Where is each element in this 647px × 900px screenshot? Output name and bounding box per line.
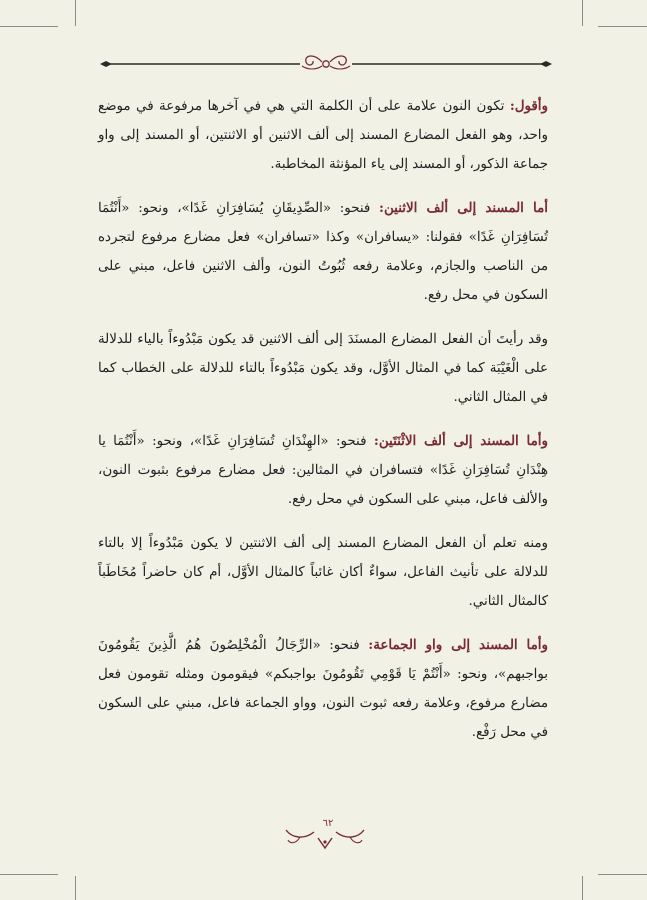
paragraph [98, 325, 548, 412]
paragraph-text: تكون النون علامة على أن الكلمة التي هي في آخرها مرفوعة في موضع واحد، وهو الفعل المضارع المسند إلى ألف الاثنين أو الاثنتين، أو المسند إلى واو جماعة الذكور، أو المسند إلى ياء المؤنثة المخاطبة. [98, 99, 548, 172]
crop-mark [582, 0, 583, 26]
paragraph [98, 194, 548, 310]
crop-mark [582, 876, 583, 900]
paragraph-text: وقد رأيتَ أن الفعل المضارع المسنَدَ إلى ألف الاثنين قد يكون مَبْدُوءاً بالياء للدلالة على الْغَيْبَة كما في المثال الأوَّل، وقد يكون مَبْدُوءاً بالتاء للدلالة على الخطاب كما في المثال الثاني. [98, 332, 548, 405]
crop-mark [0, 874, 58, 875]
paragraph [98, 631, 548, 747]
page-body [98, 92, 548, 762]
crop-mark [0, 26, 58, 27]
crop-mark [598, 26, 647, 27]
paragraph-lead: وأما المسند إلى واو الجماعة: [368, 637, 548, 653]
crop-mark [75, 876, 76, 900]
paragraph-lead: وأقول: [509, 98, 548, 114]
paragraph [98, 92, 548, 179]
paragraph-text: ومنه تعلم أن الفعل المضارع المسند إلى ألف الاثنتين لا يكون مَبْدُوءاً إلا بالتاء للدلالة على تأنيث الفاعل، سواءٌ أكان غائباً كالمثال الأوَّل، أم كان حاضراً مُخَاطَباً كالمثال الثاني. [98, 536, 548, 609]
page-number: ٦٢ [322, 818, 334, 829]
paragraph-text: فنحو: «الصِّدِيقَانِ يُسَافِرَانِ غَدًا»، ونحو: «أَنْتُمَا تُسَافِرَانِ غَدًا» فقولنا: «يسافران» وكذا «تسافران» فعل مضارع مرفوع لتجرده من الناصب والجازم، وعلامة رفعه ثُبُوتُ النون، وألف الاثنين فاعل، مبني على السكون في محل رفع. [98, 201, 548, 303]
crop-mark [75, 0, 76, 26]
paragraph-lead: وأما المسند إلى ألف الاثْنَتَين: [373, 433, 548, 449]
paragraph-lead: أما المسند إلى ألف الاثنين: [379, 200, 548, 216]
paragraph-text: فنحو: «الرِّجَالُ الْمُخْلِصُونَ هُمُ الَّذِينَ يَقُومُونَ بواجبهم»، ونحو: «أَنْتُمْ يَا قَوْمِي تَقُومُونَ بواجبكم» فيقومون ومثله تقومون فعل مضارع مرفوع، وعلامة رفعه ثبوت النون، وواو الجماعة فاعل، مبني على السكون في محل رَفْع. [98, 638, 548, 740]
header-ornament [100, 50, 552, 74]
paragraph-text: فنحو: «الهِنْدَانِ تُسَافِرَانِ غَدًا»، ونحو: «أَنْتُمَا يا هِنْدَانِ تُسَافِرَانِ غَدًا» فتسافران في المثالين: فعل مضارع مرفوع بثبوت النون، والألف فاعل، مبني على السكون في محل رفع. [98, 434, 548, 507]
paragraph [98, 427, 548, 514]
paragraph [98, 529, 548, 616]
crop-mark [598, 874, 647, 875]
